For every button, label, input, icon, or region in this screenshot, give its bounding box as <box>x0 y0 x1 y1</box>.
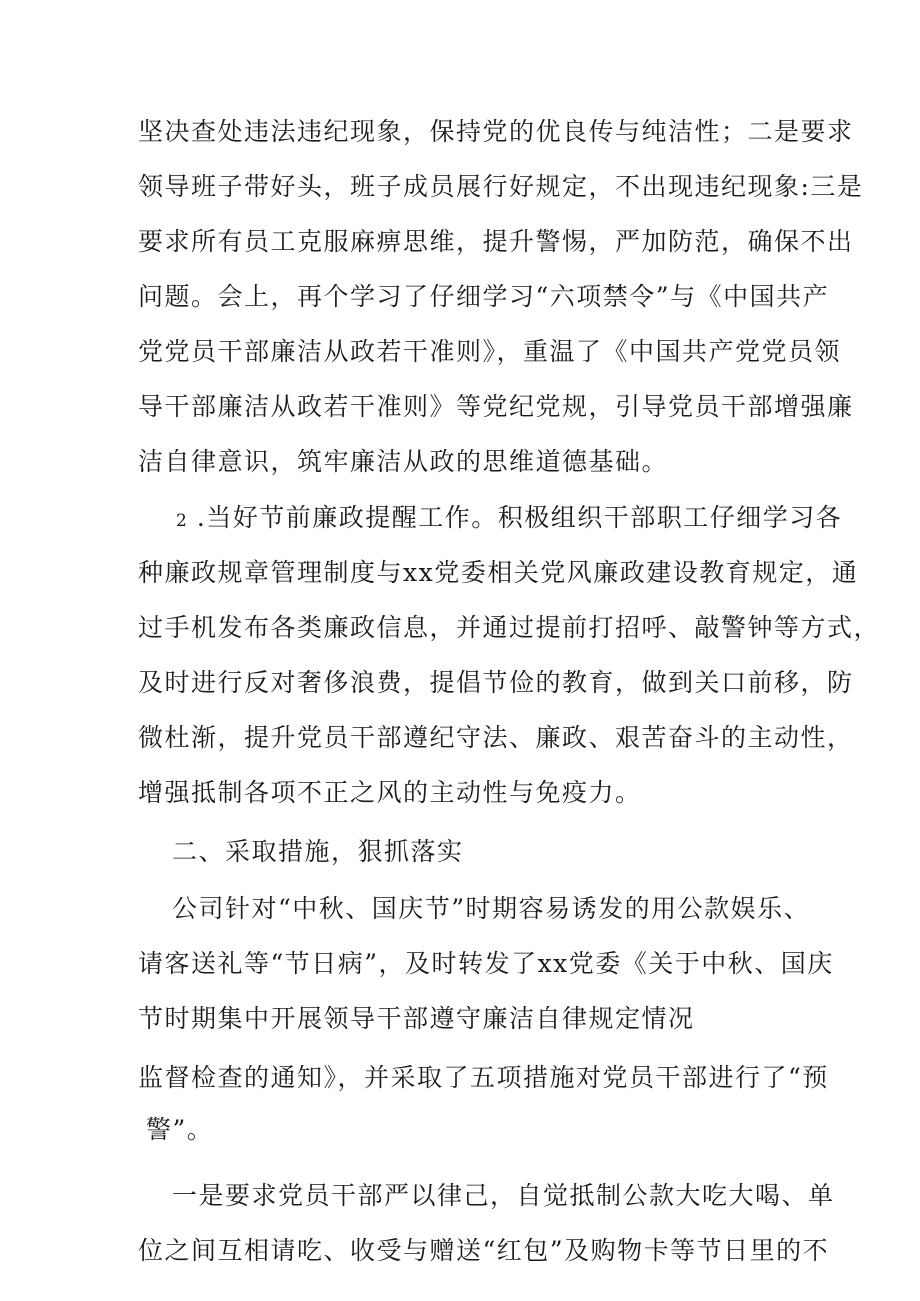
text-line: 警”。 <box>146 1115 214 1144</box>
section-heading: 二、采取措施，狠抓落实 <box>172 837 464 866</box>
item-number: 2 <box>176 511 187 531</box>
text-line: 节时期集中开展领导干部遵守廉洁自律规定情况 <box>138 1004 695 1033</box>
text-span: .当好节前廉政提醒工作。积极组织干部职工仔细学习各 <box>196 503 843 532</box>
text-line: 要求所有员工克服麻痹思维，提升警惕，严加防范，确保不出 <box>138 227 854 256</box>
text-line: 党党员干部廉洁从政若干准则》，重温了《中国共产党党员领 <box>138 337 842 366</box>
text-line: 领导班子带好头，班子成员展行好规定，不出现违纪现象:三是 <box>138 172 864 201</box>
text-line: 导干部廉洁从政若干准则》等党纪党规，引导党员干部增强廉 <box>138 392 854 421</box>
text-line: 问题。会上，再个学习了仔细学习“六项禁令”与《中国共产 <box>138 282 830 311</box>
text-line: 监督检查的通知》，并采取了五项措施对党员干部进行了“预 <box>138 1063 829 1092</box>
text-line: 增强抵制各项不正之风的主动性与免疫力。 <box>138 778 642 807</box>
text-line: 及时进行反对奢侈浪费，提倡节俭的教育，做到关口前移，防 <box>138 668 854 697</box>
text-line: 洁自律意识，筑牢廉洁从政的思维道德基础。 <box>138 447 669 476</box>
numbered-item-line <box>176 502 842 534</box>
text-line: 坚决查处违法违纪现象，保持党的优良传与纯洁性；二是要求 <box>138 117 854 146</box>
text-line: 请客送礼等“节日病”，及时转发了xx党委《关于中秋、国庆 <box>138 949 834 978</box>
text-line: 微杜渐，提升党员干部遵纪守法、廉政、艰苦奋斗的主动性， <box>138 723 854 752</box>
text-line: 过手机发布各类廉政信息，并通过提前打招呼、敲警钟等方式， <box>138 613 881 642</box>
text-line: 位之间互相请吃、收受与赠送“红包”及购物卡等节日里的不 <box>138 1236 830 1265</box>
text-line: 一是要求党员干部严以律己，自觉抵制公款大吃大喝、单 <box>172 1181 835 1210</box>
text-line: 公司针对“中秋、国庆节”时期容易诱发的用公款娱乐、 <box>172 894 811 923</box>
text-line: 种廉政规章管理制度与xx党委相关党风廉政建设教育规定，通 <box>138 558 859 587</box>
